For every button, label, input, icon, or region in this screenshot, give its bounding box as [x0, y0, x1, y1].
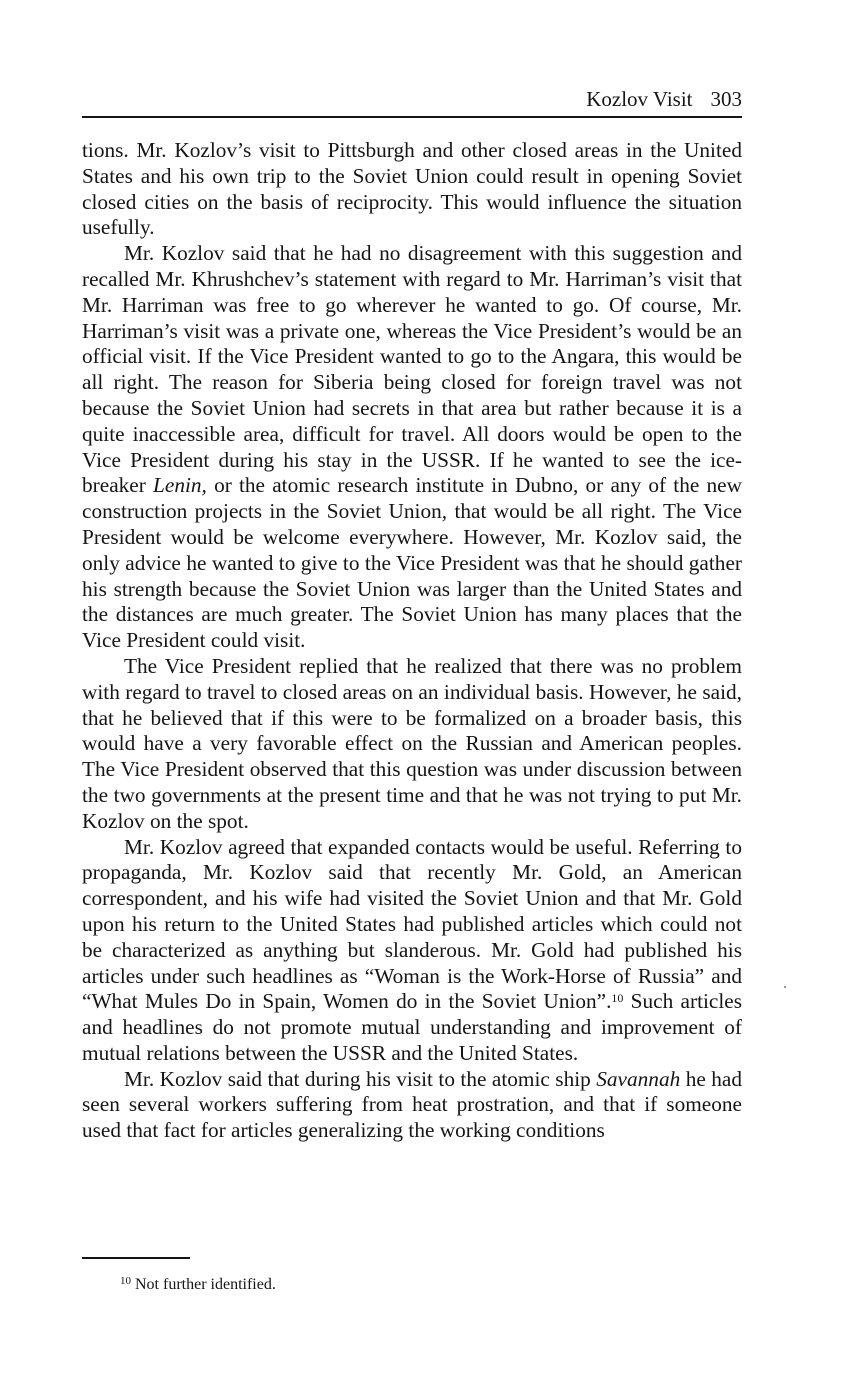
paragraph-2-text-a: Mr. Kozlov said that he had no disagreement with this suggestion and recalled Mr. Khrushchev’s statement with regard to Mr. Harriman’s visit that Mr. Harriman was free to go wherever he wanted to go. Of course, Mr. Harriman’s visit was a private one, whereas the Vice President’s would be an official visit. If the Vice President wanted to go to the Angara, this would be all right. The reason for Siberia being closed for foreign travel was not because the Soviet Union had secrets in that area but rather because it is a quite inaccessible area, difficult for travel. All doors would be open to the Vice President during his stay in the USSR. If he wanted to see the ice-breaker [82, 241, 742, 498]
footnote-reference: 10 [611, 991, 624, 1006]
paragraph-2-text-b: or the atomic research institute in Dubno, or any of the new construction projects in the Soviet Union, that would be all right. The Vice President would be welcome everywhere. However, Mr. Kozlov said, the only advice he wanted to give to the Vice President was that he should gather his strength because the Soviet Union was larger than the United States and the distances are much greater. The Soviet Union has many places that the Vice President could visit. [82, 473, 742, 653]
paragraph-3 [82, 654, 742, 835]
page-number: 303 [710, 87, 742, 111]
scan-speck [784, 986, 786, 988]
paragraph-4-text-b: Such articles and headlines do not promote mutual understanding and improvement of mutual relations between the USSR and the United States. [82, 989, 743, 1065]
book-page [82, 0, 742, 1379]
paragraph-4-text-a: Mr. Kozlov agreed that expanded contacts would be useful. Referring to propaganda, Mr. Kozlov said that recently Mr. Gold, an American correspondent, and his wife had visited the Soviet Union and that Mr. Gold upon his return to the United States had published articles which could not be characterized as anything but slanderous. Mr. Gold had published his articles under such headlines as “Woman is the Work-Horse of Russia” and “What Mules Do in Spain, Women do in the Soviet Union”. [82, 834, 742, 1014]
footnote-text: Not further identified. [131, 1276, 276, 1293]
body-text [82, 138, 742, 1144]
ship-name-savannah: Savannah [596, 1066, 681, 1091]
footnote-number: 10 [120, 1275, 131, 1287]
paragraph-3-text: The Vice President replied that he realized that there was no problem with regard to travel to closed areas on an individual basis. However, he said, that he believed that if this were to be formalized on a broader basis, this would have a very favorable effect on the Russian and American peoples. The Vice President observed that this question was under discussion between the two governments at the present time and that he was not trying to put Mr. Kozlov on the spot. [82, 653, 742, 833]
footnote [120, 1275, 276, 1295]
paragraph-5-text-b: he had seen several workers suffering from heat prostration, and that if someone used that fact for articles generalizing the working conditions [82, 1066, 742, 1143]
paragraph-1 [82, 138, 742, 241]
running-head [586, 86, 742, 112]
running-head-title: Kozlov Visit [586, 87, 693, 111]
footnote-rule [82, 1257, 190, 1259]
paragraph-5-text-a: Mr. Kozlov said that during his visit to the atomic ship [124, 1066, 597, 1091]
ship-name-lenin: Lenin, [153, 473, 207, 498]
paragraph-4 [82, 835, 742, 1067]
paragraph-1-text: tions. Mr. Kozlov’s visit to Pittsburgh and other closed areas in the United States and his own trip to the Soviet Union could result in opening Soviet closed cities on the basis of reciprocity. This would influence the situation usefully. [82, 138, 742, 240]
paragraph-2 [82, 241, 742, 654]
header-rule [82, 116, 742, 118]
paragraph-5 [82, 1067, 742, 1144]
